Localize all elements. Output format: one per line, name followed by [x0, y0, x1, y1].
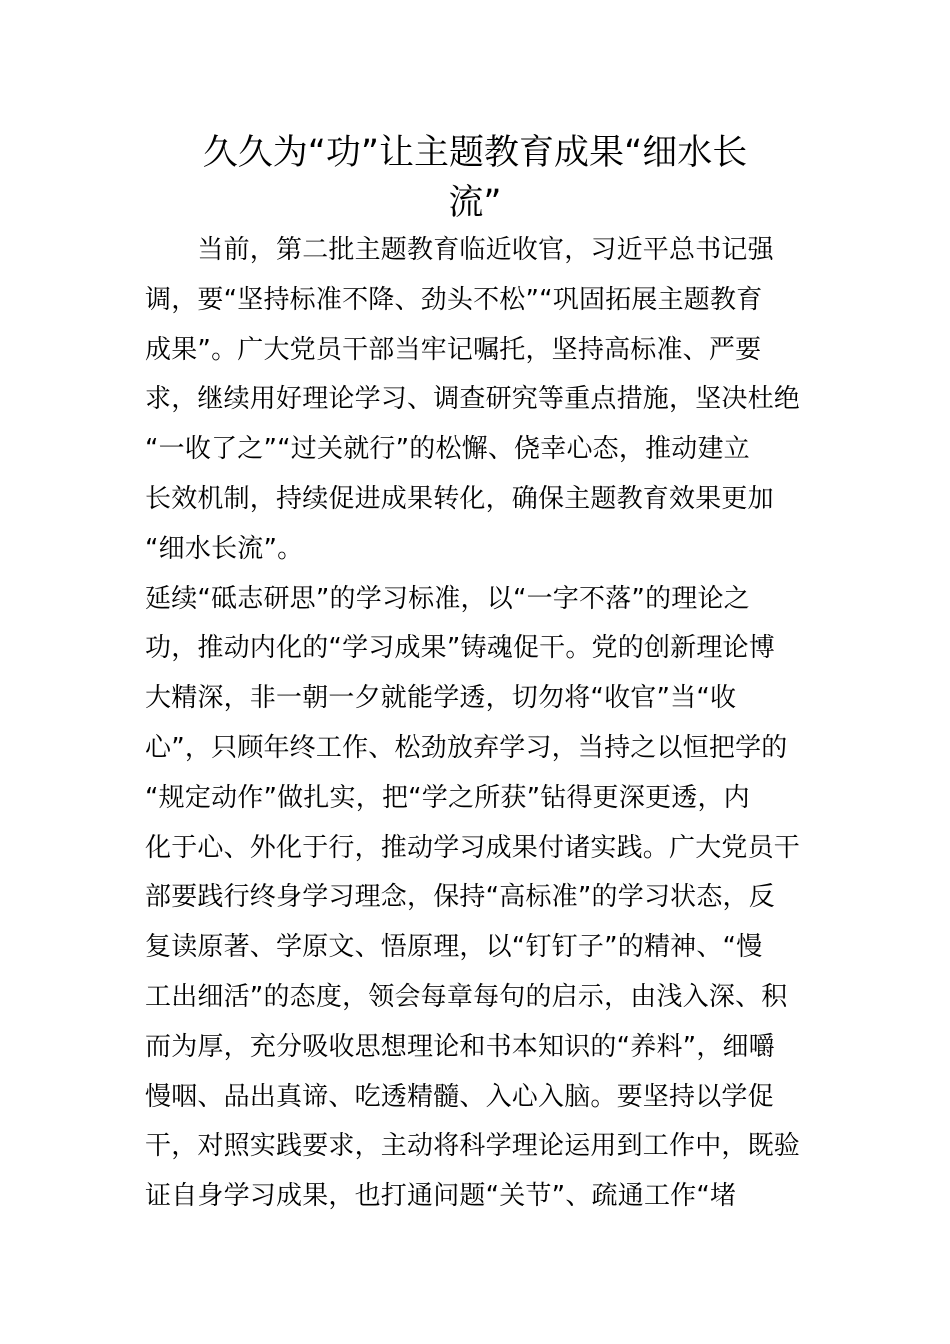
document-title-line-1: 久久为“功”让主题教育成果“细水长 — [202, 133, 748, 173]
body-text-line: 心”，只顾年终工作、松劲放弃学习，当持之以恒把学的 — [145, 733, 788, 763]
body-text-line: 干，对照实践要求，主动将科学理论运用到工作中，既验 — [145, 1131, 801, 1162]
body-text-line: 延续“砥志研思”的学习标准，以“一字不落”的理论之 — [145, 583, 750, 614]
body-text-line: 部要践行终身学习理念，保持“高标准”的学习状态，反 — [145, 882, 775, 913]
document-title-line-2: 流” — [448, 183, 502, 223]
body-text-line: 工出细活”的态度，领会每章每句的启示，由浅入深、积 — [145, 982, 788, 1012]
body-text-line: 化于心、外化于行，推动学习成果付诸实践。广大党员干 — [145, 832, 801, 863]
body-text-line: 证自身学习成果，也打通问题“关节”、疏通工作“堵 — [145, 1181, 737, 1212]
body-text-line: 慢咽、品出真谛、吃透精髓、入心入脑。要坚持以学促 — [145, 1081, 774, 1112]
body-text-line: “规定动作”做扎实，把“学之所获”钻得更深更透，内 — [145, 782, 750, 813]
body-text-line: 成果”。广大党员干部当牢记嘱托，坚持高标准、严要 — [145, 334, 762, 365]
body-text-line: 当前，第二批主题教育临近收官，习近平总书记强 — [145, 235, 774, 265]
body-text-line: 功，推动内化的“学习成果”铸魂促干。党的创新理论博 — [145, 633, 775, 664]
body-text-line: 求，继续用好理论学习、调查研究等重点措施，坚决杜绝 — [145, 384, 801, 415]
body-text-line: “一收了之”“过关就行”的松懈、侥幸心态，推动建立 — [145, 434, 750, 465]
body-text-line: 而为厚，充分吸收思想理论和书本知识的“养料”，细嚼 — [145, 1031, 775, 1062]
body-text-line: “细水长流”。 — [145, 533, 304, 564]
body-text-line: 复读原著、学原文、悟原理，以“钉钉子”的精神、“慢 — [145, 932, 763, 963]
body-text-line: 大精深，非一朝一夕就能学透，切勿将“收官”当“收 — [145, 683, 737, 714]
body-text-line: 调，要“坚持标准不降、劲头不松”“巩固拓展主题教育 — [145, 284, 763, 315]
body-text-line: 长效机制，持续促进成果转化，确保主题教育效果更加 — [145, 484, 774, 514]
